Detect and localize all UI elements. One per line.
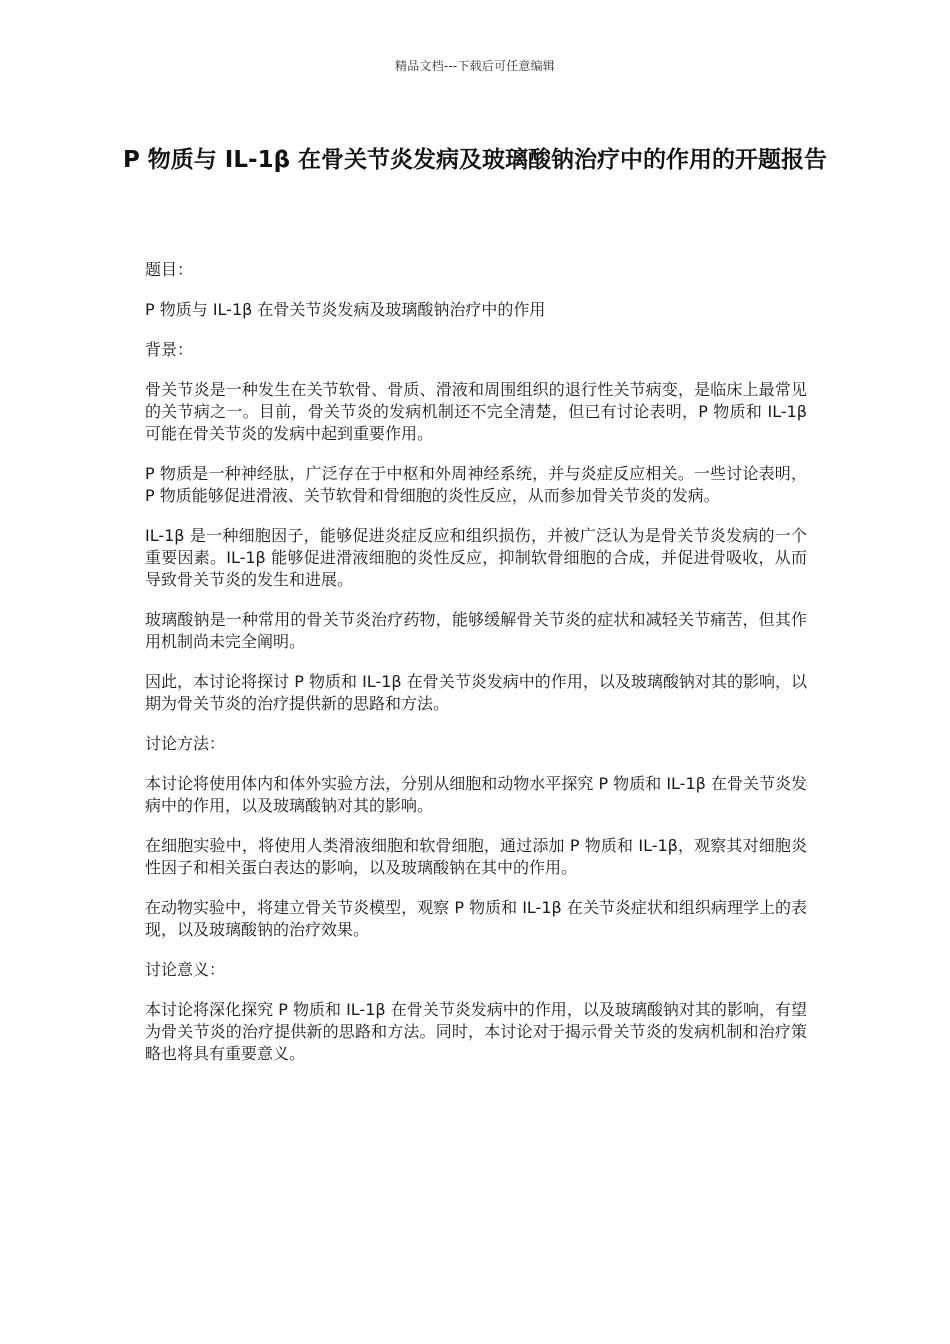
significance-paragraph: 本讨论将深化探究 P 物质和 IL-1β 在骨关节炎发病中的作用，以及玻璃酸钠对其的影响，有望为骨关节炎的治疗提供新的思路和方法。同时，本讨论对于揭示骨关节炎的发病机制和治疗策略也将具有重要意义。 (145, 1000, 807, 1063)
background-paragraph: IL-1β 是一种细胞因子，能够促进炎症反应和组织损伤，并被广泛认为是骨关节炎发病的一个重要因素。IL-1β 能够促进滑液细胞的炎性反应，抑制软骨细胞的合成，并促进骨吸收，从而导致骨关节炎的发生和进展。 (145, 526, 807, 589)
document-body (145, 259, 807, 1083)
background-paragraph: 因此，本讨论将探讨 P 物质和 IL-1β 在骨关节炎发病中的作用，以及玻璃酸钠对其的影响，以期为骨关节炎的治疗提供新的思路和方法。 (145, 672, 807, 713)
background-paragraph: P 物质是一种神经肽，广泛存在于中枢和外周神经系统，并与炎症反应相关。一些讨论表明，P 物质能够促进滑液、关节软骨和骨细胞的炎性反应，从而参加骨关节炎的发病。 (145, 464, 807, 505)
background-paragraph: 骨关节炎是一种发生在关节软骨、骨质、滑液和周围组织的退行性关节病变，是临床上最常见的关节病之一。目前，骨关节炎的发病机制还不完全清楚，但已有讨论表明，P 物质和 IL-1β 可能在骨关节炎的发病中起到重要作用。 (145, 380, 807, 443)
background-paragraph: 玻璃酸钠是一种常用的骨关节炎治疗药物，能够缓解骨关节炎的症状和减轻关节痛苦，但其作用机制尚未完全阐明。 (145, 610, 807, 651)
methods-paragraph: 在细胞实验中，将使用人类滑液细胞和软骨细胞，通过添加 P 物质和 IL-1β，观察其对细胞炎性因子和相关蛋白表达的影响，以及玻璃酸钠在其中的作用。 (145, 836, 807, 877)
methods-paragraph: 本讨论将使用体内和体外实验方法，分别从细胞和动物水平探究 P 物质和 IL-1β 在骨关节炎发病中的作用，以及玻璃酸钠对其的影响。 (145, 774, 807, 815)
document-title: P 物质与 IL-1β 在骨关节炎发病及玻璃酸钠治疗中的作用的开题报告 (122, 147, 828, 173)
methods-paragraph: 在动物实验中，将建立骨关节炎模型，观察 P 物质和 IL-1β 在关节炎症状和组织病理学上的表现，以及玻璃酸钠的治疗效果。 (145, 898, 807, 939)
header-note: 精品文档---下载后可任意编辑 (395, 59, 555, 73)
section-label-topic: 题目： (145, 260, 194, 279)
section-label-methods: 讨论方法： (145, 734, 226, 753)
topic-text: P 物质与 IL-1β 在骨关节炎发病及玻璃酸钠治疗中的作用 (145, 300, 546, 319)
section-label-significance: 讨论意义： (145, 960, 226, 979)
section-label-background: 背景： (145, 340, 194, 359)
